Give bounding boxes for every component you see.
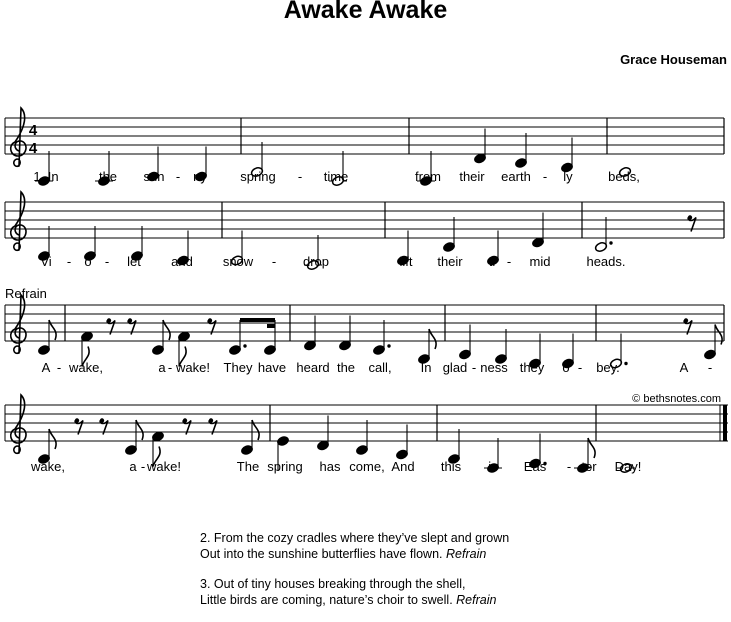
lyric-syllable: their — [437, 254, 463, 269]
lyric-syllable: beds, — [608, 169, 640, 184]
lyric-syllable: the — [98, 169, 118, 184]
eighth-rest-dot — [684, 318, 688, 322]
lyric-syllable: earth — [501, 169, 531, 184]
lyric-syllable: from — [415, 169, 441, 184]
eighth-rest-dot — [208, 318, 212, 322]
staff-system-1 — [5, 108, 724, 187]
lyric-syllable: wake, — [69, 360, 103, 375]
lyric-syllable: time — [323, 169, 349, 184]
lyric-syllable: A — [679, 360, 689, 375]
eighth-rest-dot — [128, 318, 132, 322]
lyric-syllable: ny — [193, 169, 207, 184]
verse-2-line-2: Out into the sunshine butterflies have flown. — [200, 547, 443, 561]
eighth-rest-dot — [688, 215, 692, 219]
time-signature-top: 4 — [28, 122, 38, 139]
lyric-syllable: - — [56, 360, 62, 375]
lyric-syllable: bey. — [596, 360, 620, 375]
treble-clef-icon — [11, 295, 26, 353]
time-signature-bottom: 4 — [28, 140, 38, 157]
lyric-syllable: call, — [368, 360, 392, 375]
lyric-syllable: their — [459, 169, 485, 184]
lyric-syllable: - — [66, 254, 72, 269]
eighth-rest-dot — [209, 418, 213, 422]
lyric-syllable: 1. In — [33, 169, 59, 184]
lyric-syllable: Vi — [40, 254, 52, 269]
lyric-syllable: wake! — [176, 360, 210, 375]
lyric-syllable: a — [129, 459, 137, 474]
lyric-syllable: spring — [267, 459, 303, 474]
note-dot — [387, 344, 390, 347]
lyric-syllable: A — [41, 360, 51, 375]
verse-3-refrain-tag: Refrain — [456, 593, 497, 607]
verse-3-line-2: Little birds are coming, nature’s choir to swell. — [200, 593, 453, 607]
lyric-syllable: spring — [240, 169, 276, 184]
lyric-syllable: they — [519, 360, 545, 375]
lyric-syllable: - — [506, 254, 512, 269]
verses-block — [200, 530, 509, 622]
treble-clef-icon — [11, 395, 26, 453]
lyric-syllable: They — [223, 360, 253, 375]
lyric-syllable: wake! — [147, 459, 181, 474]
verse-2-line-1: 2. From the cozy cradles where they’ve slept and grown — [200, 531, 510, 545]
lyric-syllable: the — [336, 360, 356, 375]
refrain-label: Refrain — [5, 286, 47, 301]
verse-3-line-1: 3. Out of tiny houses breaking through the shell, — [200, 577, 466, 591]
lyric-syllable: a — [158, 360, 166, 375]
lyric-syllable: heard — [296, 360, 330, 375]
lyric-syllable: Day! — [614, 459, 642, 474]
staff-system-4 — [5, 395, 728, 474]
eighth-rest-dot — [183, 418, 187, 422]
verse-3 — [200, 576, 509, 608]
lyric-syllable: this — [440, 459, 462, 474]
lyric-syllable: - — [175, 169, 181, 184]
lyric-syllable: - — [104, 254, 110, 269]
note-dot — [624, 362, 627, 365]
lyric-syllable: - — [271, 254, 277, 269]
note-dot — [243, 344, 246, 347]
treble-clef-icon — [11, 108, 26, 166]
eighth-rest-dot — [100, 418, 104, 422]
eighth-rest-dot — [75, 418, 79, 422]
lyric-syllable: sun — [143, 169, 165, 184]
lyric-syllable: - — [542, 169, 548, 184]
lyric-syllable: - — [471, 360, 477, 375]
lyric-syllable: let — [127, 254, 141, 269]
song-title: Awake Awake — [283, 0, 448, 24]
lyric-syllable: o — [562, 360, 570, 375]
verse-2 — [200, 530, 509, 562]
lyric-syllable: come, — [349, 459, 385, 474]
lyric-syllable: and — [171, 254, 193, 269]
lyric-syllable: glad — [442, 360, 468, 375]
lyric-syllable: has — [319, 459, 341, 474]
lyric-syllable: wake, — [31, 459, 65, 474]
lyric-syllable: ness — [480, 360, 508, 375]
lyric-syllable: is — [488, 459, 498, 474]
lyric-syllable: Eas — [523, 459, 547, 474]
lyric-syllable: ti — [488, 254, 496, 269]
staff-system-3 — [5, 295, 724, 375]
lyric-syllable: lift — [399, 254, 413, 269]
eighth-rest-dot — [107, 318, 111, 322]
lyric-syllable: In — [420, 360, 432, 375]
lyric-syllable: ly — [563, 169, 573, 184]
lyric-syllable: heads. — [586, 254, 626, 269]
staff-system-2 — [5, 192, 724, 271]
lyric-syllable: - — [566, 459, 572, 474]
lyric-syllable: - — [707, 360, 713, 375]
treble-clef-icon — [11, 192, 26, 250]
lyric-syllable: - — [297, 169, 303, 184]
lyric-syllable: - — [167, 360, 173, 375]
lyric-syllable: - — [140, 459, 146, 474]
lyric-syllable: snow — [222, 254, 254, 269]
lyric-syllable: - — [577, 360, 583, 375]
lyric-syllable: And — [391, 459, 415, 474]
note-dot — [609, 241, 612, 244]
copyright-notice: © bethsnotes.com — [632, 393, 721, 405]
final-bar-line — [723, 405, 727, 441]
lyric-syllable: ter — [581, 459, 597, 474]
lyric-syllable: have — [257, 360, 287, 375]
lyric-syllable: o — [84, 254, 92, 269]
lyric-syllable: mid — [529, 254, 551, 269]
lyric-syllable: The — [236, 459, 260, 474]
lyric-syllable: drop — [302, 254, 330, 269]
verse-2-refrain-tag: Refrain — [446, 547, 487, 561]
composer-name: Grace Houseman — [620, 52, 727, 67]
